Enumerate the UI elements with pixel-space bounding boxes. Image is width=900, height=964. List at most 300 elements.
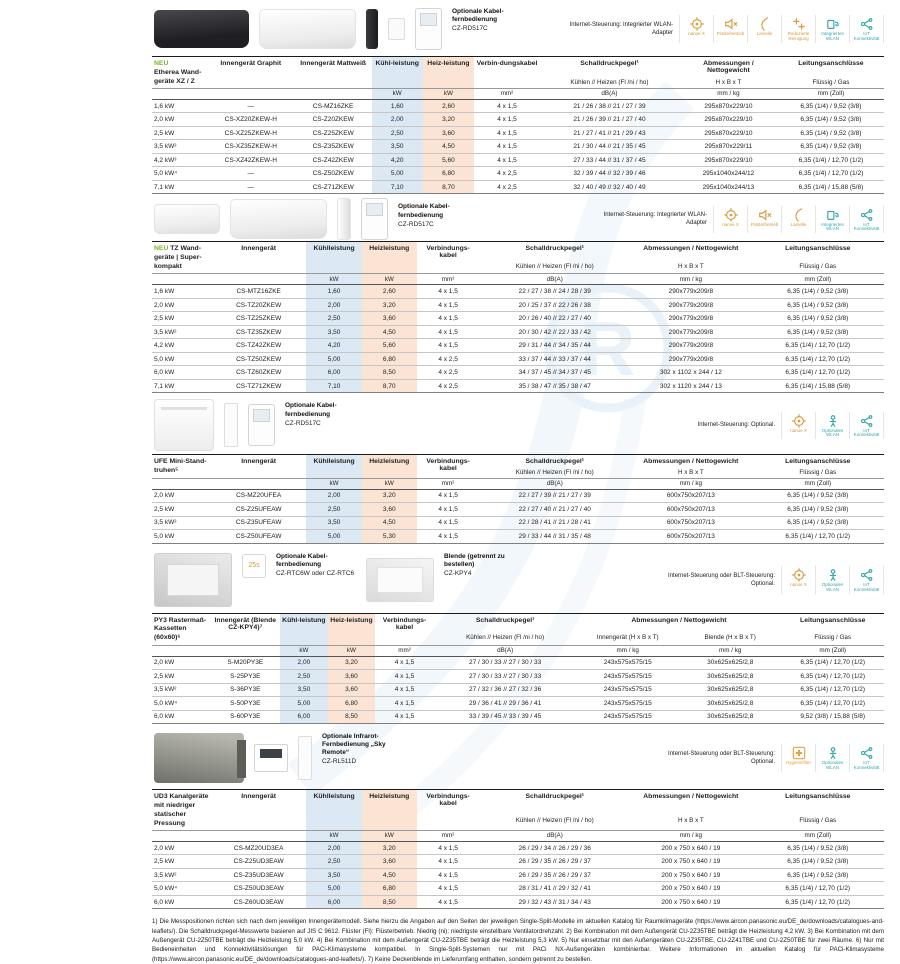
cell-dims: 295x1040x244/13 (679, 180, 778, 194)
cell-pipes: 6,35 (1/4) / 15,88 (5/8) (778, 180, 884, 194)
col-header-cooling: Kühl-leistung (372, 57, 423, 89)
unit-model (211, 478, 307, 489)
cell-pipes: 6,35 (1/4) / 9,52 (3/8) (752, 298, 884, 312)
cell-model: CS-Z35UFEAW (211, 516, 307, 530)
steering-note: Internet-Steuerung oder BLT-Steuerung: Optional. (668, 751, 775, 766)
self-clean-icon (782, 15, 816, 43)
unit-pipes: mm (Zoll) (752, 830, 884, 841)
indoor-unit-side-photo (366, 9, 378, 49)
col-header-sound: Schalldruckpegel¹ (580, 60, 639, 67)
cell-dims-blende: 30x625x625/2,8 (679, 710, 781, 724)
cable-remote-photo (248, 404, 275, 446)
accessory-note (322, 730, 402, 765)
spec-row (152, 697, 884, 711)
cell-dims: 290x779x209/8 (630, 325, 751, 339)
floor-console-photo (154, 399, 214, 451)
cell-model: S-25PY3E (211, 670, 281, 684)
cell-dims: 290x779x209/8 (630, 285, 751, 299)
cell-model-mattweiss: CS-Z20ZKEW (295, 113, 372, 127)
cell-cable: 4 x 1,5 (417, 882, 480, 896)
cell-capacity: 5,0 kW (152, 530, 211, 544)
cell-cooling: 7,10 (372, 180, 423, 194)
cell-cooling: 2,00 (306, 841, 361, 855)
cell-cable: 4 x 1,5 (417, 841, 480, 855)
cell-model-mattweiss: CS-Z42ZKEW (295, 153, 372, 167)
cell-heating: 3,20 (362, 298, 417, 312)
cell-pipes: 6,35 (1/4) / 12,70 (1/2) (752, 352, 884, 366)
col-header-sound: Schalldruckpegel¹ (525, 245, 585, 253)
cell-heating: 3,60 (362, 312, 417, 326)
icon-label: Hygienefilter (785, 760, 811, 766)
col-header-heating: Heizleistung (362, 242, 417, 274)
cell-dims: 200 x 750 x 640 / 19 (630, 868, 751, 882)
cell-sound: 22 / 27 / 40 // 21 / 27 / 40 (479, 503, 630, 517)
col-header-model: Innengerät (241, 793, 277, 801)
cell-cooling: 2,50 (372, 126, 423, 140)
col-header-cooling: Kühlleistung (306, 455, 361, 478)
cell-dims: 290x779x209/8 (630, 339, 751, 353)
duct-unit-photo (154, 733, 244, 783)
spec-row (152, 339, 884, 353)
cell-heating: 3,20 (362, 841, 417, 855)
col-header-cable: Verbindungs-kabel (426, 245, 470, 260)
section-title: PY3 Rastermaß-Kassetten (60x60)⁶ (154, 616, 207, 642)
cell-capacity: 5,0 kW⁴ (152, 697, 211, 711)
cell-pipes: 6,35 (1/4) / 12,70 (1/2) (752, 882, 884, 896)
cell-capacity: 7,1 kW (152, 379, 211, 393)
cell-heating: 3,60 (328, 670, 376, 684)
cell-capacity: 2,0 kW (152, 113, 207, 127)
icon-label: Lamelle (756, 31, 773, 37)
icon-label: nanoe X (688, 31, 705, 37)
col-header-model: Innengerät (241, 245, 277, 253)
cell-capacity: 6,0 kW (152, 895, 211, 909)
cell-capacity: 2,0 kW (152, 841, 211, 855)
cell-heating: 3,20 (362, 489, 417, 503)
cell-pipes: 6,35 (1/4) / 9,52 (3/8) (778, 126, 884, 140)
cell-model: S-60PY3E (211, 710, 281, 724)
unit-cooling: kW (306, 274, 361, 285)
icon-label: IoT Konnektivität (853, 221, 880, 232)
wlan-integrated-icon (816, 206, 850, 234)
unit-capacity (152, 645, 211, 656)
cell-sound: 20 / 30 / 42 // 22 / 33 / 42 (479, 325, 630, 339)
unit-cooling: kW (306, 478, 361, 489)
cell-capacity: 1,6 kW (152, 285, 211, 299)
cell-dims: 295x870x229/10 (679, 153, 778, 167)
spec-row (152, 298, 884, 312)
section-ufe-standtruhen (152, 396, 884, 543)
cell-capacity: 2,0 kW (152, 298, 211, 312)
cell-heating: 3,60 (362, 503, 417, 517)
wired-remote-photo (254, 744, 288, 772)
cell-cooling: 5,00 (306, 352, 361, 366)
product-strip-etherea-xz-z (152, 2, 884, 56)
spec-row (152, 882, 884, 896)
cell-heating: 3,60 (328, 683, 376, 697)
cell-cable: 4 x 2,5 (417, 352, 480, 366)
cable-remote-photo (361, 198, 388, 240)
accessory-label: Optionale Kabelfernbedienung (398, 203, 450, 219)
cell-model: CS-TZ71ZKEW (211, 379, 307, 393)
indoor-unit-large-photo (230, 199, 327, 239)
product-strip-ufe-standtruhen (152, 396, 884, 454)
cell-cable: 4 x 2,5 (474, 167, 540, 181)
cell-model-mattweiss: CS-Z25ZKEW (295, 126, 372, 140)
unit-heating: kW (362, 478, 417, 489)
cell-capacity: 5,0 kW⁴ (152, 882, 211, 896)
sub-header-pipes: Flüssig / Gas (799, 817, 837, 825)
spec-row (152, 285, 884, 299)
cell-cooling: 3,50 (280, 683, 328, 697)
cell-sound: 28 / 31 / 41 // 29 / 32 / 41 (479, 882, 630, 896)
icon-label: IoT Konnektivität (853, 31, 880, 41)
cell-model-graphit: CS-XZ42ZKEW-H (207, 153, 295, 167)
product-strip-ud3-kanalgeraete (152, 727, 884, 789)
cell-cooling: 4,20 (372, 153, 423, 167)
cell-heating: 6,80 (423, 167, 474, 181)
cell-heating: 5,30 (362, 530, 417, 544)
cell-model: CS-Z50UD3EAW (211, 882, 307, 896)
icon-label: Optionales WLAN (821, 760, 844, 771)
steering-note: Internet-Steuerung oder BLT-Steuerung: Optional. (668, 572, 775, 587)
cable-remote-photo (415, 8, 442, 50)
icon-label: Lamelle (790, 221, 807, 227)
indoor-unit-graphite-photo (154, 10, 249, 48)
cell-heating: 3,20 (423, 113, 474, 127)
cell-capacity: 3,5 kW² (152, 868, 211, 882)
col-header-cable: Verbin-dungskabel (476, 60, 538, 67)
cell-sound: 20 / 26 / 40 // 22 / 27 / 40 (479, 312, 630, 326)
cell-cable: 4 x 1,5 (417, 339, 480, 353)
cell-cable: 4 x 1,5 (417, 285, 480, 299)
col-header-cooling: Kühlleistung (306, 242, 361, 274)
cell-capacity: 2,5 kW (152, 670, 211, 684)
cell-cooling: 2,50 (280, 670, 328, 684)
cell-dims: 290x779x209/8 (630, 312, 751, 326)
cell-sound: 26 / 29 / 35 // 26 / 29 / 37 (479, 868, 630, 882)
col-header-dims-unit: Abmessungen / Nettogewicht (631, 616, 727, 624)
connectivity-icon (850, 566, 884, 594)
sub-header-sound: Kühlen // Heizen (Fl /ni / ho) (515, 817, 594, 825)
cassette-panel-photo (366, 558, 434, 602)
sub-header-dims-unit: Innengerät (H x B x T) (596, 633, 659, 641)
accessory-model: CZ-RD517C (452, 25, 488, 33)
accessory-label: Blende (getrennt zu bestellen) (444, 552, 505, 568)
icon-label: nanoe X (790, 427, 807, 433)
spec-row (152, 99, 884, 113)
section-py3-kassetten (152, 547, 884, 724)
cell-heating: 4,50 (362, 325, 417, 339)
controls-group (655, 744, 884, 772)
cell-model: CS-Z50UFEAW (211, 530, 307, 544)
col-header-dims: Abmessungen / Nettogewicht (643, 793, 739, 801)
cell-sound: 32 / 40 / 49 // 32 / 40 / 49 (540, 180, 679, 194)
cell-heating: 5,60 (362, 339, 417, 353)
section-etherea-xz-z (152, 2, 884, 194)
connectivity-icon (850, 15, 884, 43)
cell-cable: 4 x 1,5 (417, 868, 480, 882)
quiet-mode-icon (748, 206, 782, 234)
cell-sound: 20 / 25 / 37 // 22 / 26 / 38 (479, 298, 630, 312)
unit-heating: kW (362, 830, 417, 841)
sub-header-dims-blende: Blende (H x B x T) (704, 633, 756, 641)
cell-pipes: 6,35 (1/4) / 12,70 (1/2) (778, 167, 884, 181)
accessory-model: CZ-RTC6W oder CZ-RTC6 (276, 569, 355, 577)
cell-capacity: 5,0 kW⁴ (152, 167, 207, 181)
accessory-label: Optionale Infrarot-Fernbedienung „Sky Remote“ (322, 733, 386, 757)
cell-capacity: 4,2 kW (152, 339, 211, 353)
cell-cable: 4 x 1,5 (474, 153, 540, 167)
cell-pipes: 6,35 (1/4) / 9,52 (3/8) (752, 841, 884, 855)
sub-header-dims: H x B x T (677, 817, 704, 825)
hygiene-filter-icon (782, 744, 816, 772)
spec-row (152, 366, 884, 380)
cell-dims: 295x870x229/10 (679, 113, 778, 127)
wlan-optional-icon (816, 744, 850, 772)
controls-group (655, 566, 884, 594)
spec-table-ud3-kanalgeraete (152, 789, 884, 909)
unit-dims: mm / kg (679, 88, 778, 99)
unit-cable: mm² (474, 88, 540, 99)
spec-row (152, 710, 884, 724)
col-header-pipes: Leitungsanschlüsse (785, 458, 851, 466)
cell-dims: 200 x 750 x 640 / 19 (630, 895, 751, 909)
unit-dims: mm / kg (630, 830, 751, 841)
cell-capacity: 2,0 kW (152, 489, 211, 503)
unit-cable: mm² (417, 830, 480, 841)
icon-label: IoT Konnektivität (853, 581, 880, 592)
cell-dims: 600x750x207/13 (630, 503, 751, 517)
cell-model-mattweiss: CS-Z71ZKEW (295, 180, 372, 194)
unit-pipes: mm (Zoll) (752, 478, 884, 489)
cell-sound: 33 / 37 / 44 // 33 / 37 / 44 (479, 352, 630, 366)
cell-model-graphit: CS-XZ20ZKEW-H (207, 113, 295, 127)
section-title: NEU TZ Wandgeräte | Superkompakt (154, 245, 202, 271)
cell-cooling: 2,00 (280, 656, 328, 670)
cell-sound: 27 / 32 / 36 // 27 / 32 / 36 (434, 683, 577, 697)
ir-remote-photo (298, 736, 312, 780)
spec-row (152, 503, 884, 517)
cell-sound: 35 / 38 / 47 // 35 / 38 / 47 (479, 379, 630, 393)
cell-heating: 6,80 (362, 882, 417, 896)
col-header-model: Innengerät (Blende CZ-KPY4)⁷ (214, 616, 277, 631)
spec-row (152, 895, 884, 909)
cell-cooling: 5,00 (280, 697, 328, 711)
cell-cable: 4 x 1,5 (375, 683, 434, 697)
unit-cooling: kW (280, 645, 328, 656)
cell-sound: 34 / 37 / 45 // 34 / 37 / 45 (479, 366, 630, 380)
icon-label: Flüsterbetrieb (716, 31, 745, 37)
unit-dims: mm / kg (630, 274, 751, 285)
cell-pipes: 6,35 (1/4) / 9,52 (3/8) (778, 99, 884, 113)
cell-heating: 4,50 (362, 516, 417, 530)
cell-pipes: 6,35 (1/4) / 12,70 (1/2) (778, 153, 884, 167)
cell-pipes: 6,35 (1/4) / 12,70 (1/2) (752, 895, 884, 909)
cell-cooling: 3,50 (306, 516, 361, 530)
cell-pipes: 6,35 (1/4) / 9,52 (3/8) (752, 312, 884, 326)
cell-heating: 6,80 (328, 697, 376, 711)
cell-cable: 4 x 1,5 (474, 99, 540, 113)
spec-table-tz-superkompakt (152, 241, 884, 393)
cell-capacity: 4,2 kW³ (152, 153, 207, 167)
cell-cooling: 7,10 (306, 379, 361, 393)
spec-row (152, 180, 884, 194)
unit-capacity (152, 274, 211, 285)
nanoe-x-icon (680, 15, 714, 43)
col-header-cooling: Kühl-leistung (280, 613, 328, 645)
icon-label: IoT Konnektivität (853, 427, 880, 438)
spec-row (152, 167, 884, 181)
spec-row (152, 140, 884, 154)
cell-model-graphit: — (207, 180, 295, 194)
cell-model-graphit: CS-XZ35ZKEW-H (207, 140, 295, 154)
cell-cable: 4 x 1,5 (417, 298, 480, 312)
controls-group (698, 412, 884, 440)
feature-icons (781, 744, 884, 772)
spec-table-ufe-standtruhen (152, 454, 884, 543)
cell-cooling: 5,00 (306, 530, 361, 544)
cell-model: CS-TZ42ZKEW (211, 339, 307, 353)
cell-cable: 4 x 1,5 (417, 855, 480, 869)
cell-cable: 4 x 1,5 (417, 516, 480, 530)
col-header-model: Innengerät (241, 458, 277, 466)
cell-capacity: 1,6 kW (152, 99, 207, 113)
accessory-note (452, 5, 532, 32)
icon-label: nanoe X (722, 221, 739, 227)
cell-capacity: 3,5 kW² (152, 683, 211, 697)
unit-model-graphit (207, 88, 295, 99)
cell-model: S-M20PY3E (211, 656, 281, 670)
cell-cooling: 2,00 (372, 113, 423, 127)
cell-heating: 3,60 (423, 126, 474, 140)
icon-label: Flüsterbetrieb (750, 221, 779, 227)
cell-dims-blende: 30x625x625/2,8 (679, 656, 781, 670)
unit-sound: dB(A) (540, 88, 679, 99)
sub-header-pipes: Flüssig / Gas (814, 633, 852, 641)
unit-sound: dB(A) (479, 478, 630, 489)
cell-sound: 21 / 27 / 41 // 21 / 29 / 43 (540, 126, 679, 140)
product-sections (152, 2, 884, 909)
cell-cable: 4 x 1,5 (417, 312, 480, 326)
spec-row (152, 312, 884, 326)
col-header-sound: Schalldruckpegel¹ (525, 458, 585, 466)
cell-sound: 22 / 27 / 38 // 24 / 28 / 39 (479, 285, 630, 299)
cell-cooling: 2,50 (306, 312, 361, 326)
sub-header-sound: Kühlen // Heizen (Fl /ni / ho) (570, 79, 649, 87)
indoor-unit-mattwhite-photo (259, 9, 356, 49)
col-header-cable: Verbindungs-kabel (426, 458, 470, 473)
spec-row (152, 325, 884, 339)
cell-model: CS-TZ50ZKEW (211, 352, 307, 366)
unit-cable: mm² (417, 274, 480, 285)
cell-cooling: 2,50 (306, 855, 361, 869)
cell-capacity: 2,5 kW (152, 855, 211, 869)
unit-dims: mm / kg (630, 478, 751, 489)
cell-cable: 4 x 1,5 (474, 126, 540, 140)
col-header-model-mattweiss: Innengerät Mattweiß (300, 60, 366, 67)
airflow-icon (782, 206, 816, 234)
unit-heating: kW (328, 645, 376, 656)
cell-heating: 3,20 (328, 656, 376, 670)
spec-row (152, 352, 884, 366)
spec-row (152, 656, 884, 670)
cell-cooling: 3,50 (372, 140, 423, 154)
cell-sound: 21 / 30 / 44 // 21 / 35 / 45 (540, 140, 679, 154)
cell-pipes: 6,35 (1/4) / 9,52 (3/8) (778, 113, 884, 127)
cell-pipes: 6,35 (1/4) / 9,52 (3/8) (752, 489, 884, 503)
cell-cooling: 4,20 (306, 339, 361, 353)
cell-sound: 21 / 26 / 38 // 21 / 27 / 39 (540, 99, 679, 113)
feature-icons (713, 206, 884, 234)
cell-pipes: 6,35 (1/4) / 9,52 (3/8) (752, 325, 884, 339)
cell-capacity: 3,5 kW² (152, 516, 211, 530)
cell-pipes: 6,35 (1/4) / 12,70 (1/2) (781, 683, 884, 697)
cell-dims-unit: 243x575x575/15 (577, 697, 679, 711)
nanoe-x-icon (782, 566, 816, 594)
accessory-model: CZ-RL511D (322, 758, 357, 766)
quiet-mode-icon (714, 15, 748, 43)
cell-cable: 4 x 2,5 (474, 180, 540, 194)
icon-label: Optionales WLAN (821, 581, 844, 592)
cell-model: CS-Z25UD3EAW (211, 855, 307, 869)
cell-dims: 200 x 750 x 640 / 19 (630, 841, 751, 855)
cell-heating: 3,60 (362, 855, 417, 869)
connectivity-icon (850, 206, 884, 234)
steering-note: Internet-Steuerung: Integrierter WLAN-Adapter (603, 212, 707, 227)
unit-heating: kW (362, 274, 417, 285)
cell-cooling: 6,00 (306, 366, 361, 380)
cell-cooling: 3,50 (306, 325, 361, 339)
col-header-dims: Abmessungen / Nettogewicht (643, 245, 739, 253)
cell-dims-unit: 243x575x575/15 (577, 683, 679, 697)
col-header-dims: Abmessungen / Nettogewicht (703, 60, 754, 74)
spec-row (152, 855, 884, 869)
steering-note: Internet-Steuerung: Integrierter WLAN-Adapter (569, 21, 673, 36)
product-strip-py3-kassetten (152, 547, 884, 613)
cell-sound: 21 / 26 / 39 // 21 / 27 / 40 (540, 113, 679, 127)
unit-sound: dB(A) (434, 645, 577, 656)
accessory-note (285, 399, 365, 426)
cell-pipes: 6,35 (1/4) / 12,70 (1/2) (752, 366, 884, 380)
cell-model: CS-Z60UD3EAW (211, 895, 307, 909)
cell-cable: 4 x 1,5 (474, 113, 540, 127)
cell-dims: 290x779x209/8 (630, 298, 751, 312)
spec-row (152, 530, 884, 544)
cell-cable: 4 x 1,5 (375, 656, 434, 670)
catalog-page (152, 0, 884, 964)
cell-dims: 302 x 1120 x 244 / 13 (630, 379, 751, 393)
controls-group (587, 206, 884, 234)
cell-heating: 8,50 (362, 895, 417, 909)
cell-model-mattweiss: CS-Z50ZKEW (295, 167, 372, 181)
feature-icons (679, 15, 884, 43)
cell-model: CS-Z25UFEAW (211, 503, 307, 517)
cell-dims-blende: 30x625x625/2,8 (679, 683, 781, 697)
unit-sound: dB(A) (479, 830, 630, 841)
spec-table-py3-kassetten (152, 613, 884, 724)
spec-table-etherea-xz-z (152, 56, 884, 194)
wlan-optional-icon (816, 412, 850, 440)
spec-row (152, 516, 884, 530)
col-header-heating: Heizleistung (362, 790, 417, 831)
cell-capacity: 2,5 kW (152, 126, 207, 140)
cell-cable: 4 x 1,5 (417, 503, 480, 517)
cell-dims: 295x1040x244/12 (679, 167, 778, 181)
cell-dims: 200 x 750 x 640 / 19 (630, 882, 751, 896)
cell-model: CS-TZ60ZKEW (211, 366, 307, 380)
nanoe-x-icon (782, 412, 816, 440)
